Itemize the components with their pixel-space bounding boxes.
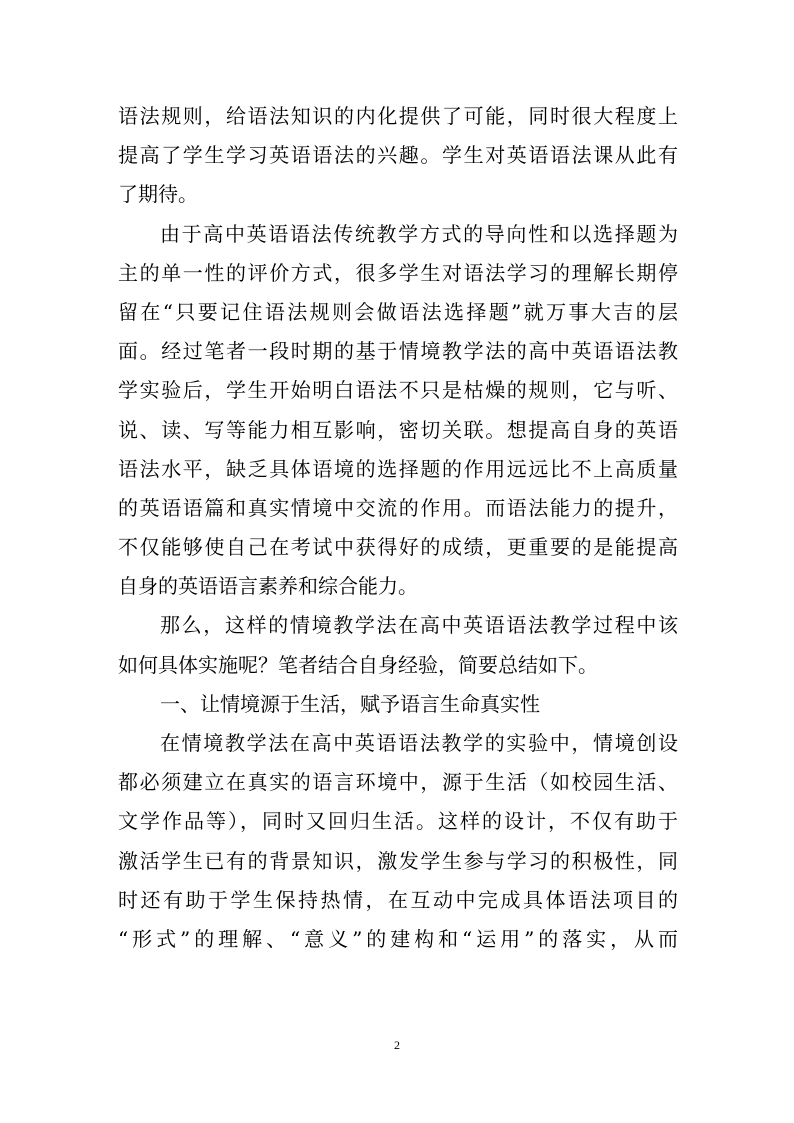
text-line: 留在“只要记住语法规则会做语法选择题”就万事大吉的层	[118, 299, 678, 324]
text-line: 激活学生已有的背景知识，激发学生参与学习的积极性，同	[118, 848, 678, 873]
text-line: 不仅能够使自己在考试中获得好的成绩，更重要的是能提高	[118, 535, 678, 560]
text-line: 在情境教学法在高中英语语法教学的实验中，情境创设	[160, 731, 678, 755]
text-line: 如何具体实施呢？笔者结合自身经验，简要总结如下。	[118, 652, 598, 677]
text-line: 自身的英语语言素养和综合能力。	[118, 574, 418, 599]
section-heading: 一、让情境源于生活，赋予语言生命真实性	[160, 691, 540, 716]
text-line: 说、读、写等能力相互影响，密切关联。想提高自身的英语	[118, 417, 678, 442]
text-line: 提高了学生学习英语语法的兴趣。学生对英语语法课从此有	[118, 143, 678, 168]
text-line: 主的单一性的评价方式，很多学生对语法学习的理解长期停	[118, 260, 678, 285]
text-line: 学实验后，学生开始明白语法不只是枯燥的规则，它与听、	[118, 378, 678, 403]
text-line: 语法规则，给语法知识的内化提供了可能，同时很大程度上	[118, 104, 678, 128]
body-text	[118, 97, 678, 959]
text-line: 由于高中英语语法传统教学方式的导向性和以选择题为	[160, 221, 678, 246]
text-line: 的英语语篇和真实情境中交流的作用。而语法能力的提升，	[118, 495, 678, 520]
text-line: 面。经过笔者一段时期的基于情境教学法的高中英语语法教	[118, 339, 678, 364]
text-line: “形式”的理解、“意义”的建构和“运用”的落实，从而	[118, 926, 678, 951]
text-line: 都必须建立在真实的语言环境中，源于生活（如校园生活、	[118, 770, 678, 795]
text-line: 那么，这样的情境教学法在高中英语语法教学过程中该	[160, 613, 678, 638]
text-line: 文学作品等），同时又回归生活。这样的设计，不仅有助于	[118, 809, 678, 834]
text-line: 语法水平，缺乏具体语境的选择题的作用远远比不上高质量	[118, 456, 678, 481]
text-line: 时还有助于学生保持热情，在互动中完成具体语法项目的	[118, 887, 678, 912]
page-number: 2	[394, 1038, 400, 1052]
text-line: 了期待。	[118, 182, 198, 207]
